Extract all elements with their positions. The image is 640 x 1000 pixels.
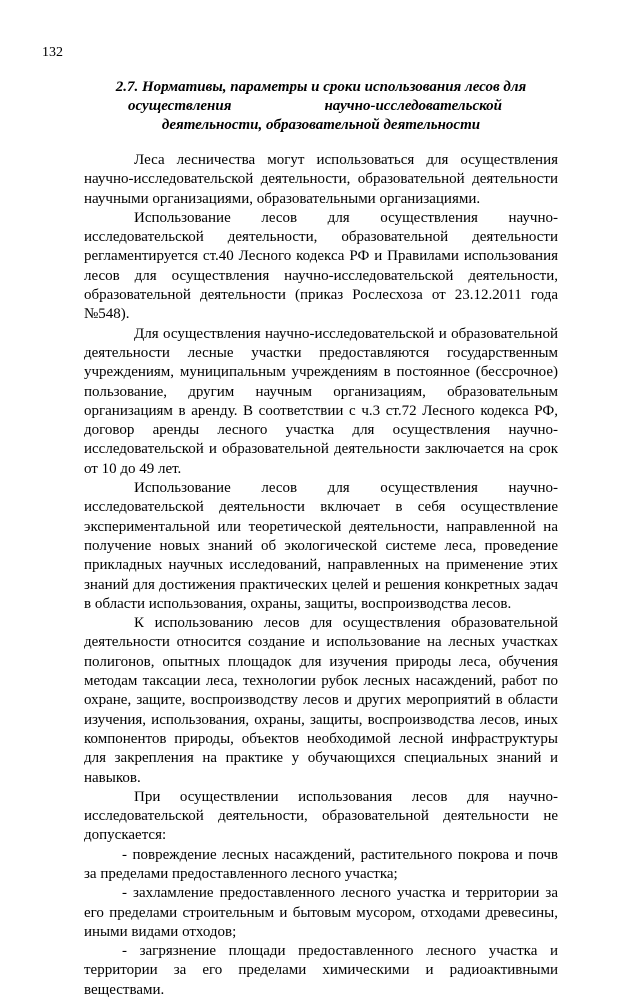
heading-line-3: деятельности, образовательной деятельности — [161, 117, 481, 133]
document-body — [84, 151, 558, 1000]
paragraph: При осуществлении использования лесов для научно-исследовательской деятельности, образовательной деятельности не допускается: — [84, 788, 558, 844]
page-number: 132 — [42, 45, 63, 60]
heading-line-1: 2.7. Нормативы, параметры и сроки использования лесов для — [115, 79, 527, 95]
paragraph: Для осуществления научно-исследовательской и образовательной деятельности лесные участки предоставляются государственным учреждениям, муниципальным учреждениям в постоянное (бессрочное) пользование, другим научным организациям, образовательным организациям в аренду. В соответствии с ч.3 ст.72 Лесного кодекса РФ, договор аренды лесного участка для осуществления научно-исследовательской и образовательной деятельности заключается на срок от 10 до 49 лет. — [84, 325, 558, 477]
list-item: - загрязнение площади предоставленного лесного участка и территории за его пределами химическими и радиоактивными веществами. — [84, 943, 558, 998]
list-item: - захламление предоставленного лесного участка и территории за его пределами строительным и бытовым мусором, отходами древесины, иными видами отходов; — [84, 885, 558, 940]
heading-line-2-left: осуществления — [128, 98, 232, 114]
heading-line-2 — [84, 97, 558, 116]
list-item: - повреждение лесных насаждений, растительного покрова и почв за пределами предоставленного лесного участка; — [84, 846, 558, 882]
paragraph: Использование лесов для осуществления научно-исследовательской деятельности включает в себя осуществление экспериментальной или теоретической деятельности, направленной на получение новых знаний об экологической системе леса, проведение прикладных научных исследований, направленных на применение этих знаний для достижения практических целей и решения конкретных задач в области использования, охраны, защиты, воспроизводства лесов. — [84, 480, 558, 612]
paragraph: Использование лесов для осуществления научно-исследовательской деятельности, образовательной деятельности регламентируется ст.40 Лесного кодекса РФ и Правилами использования лесов для осуществления научно-исследовательской деятельности, образовательной деятельности (приказ Рослесхоза от 23.12.2011 года №548). — [84, 209, 558, 323]
paragraph: К использованию лесов для осуществления образовательной деятельности относится создание и использование на лесных участках полигонов, опытных площадок для изучения природы леса, обучения методам таксации леса, технологии рубок лесных насаждений, работ по охране, защите, воспроизводству лесов и других мероприятий в области изучения, использования, охраны, защиты, воспроизводства лесов, иных компонентов природы, объектов необходимой лесной инфраструктуры для закрепления на практике у обучающихся специальных знаний и навыков. — [84, 615, 558, 786]
heading-line-2-right: научно-исследовательской — [324, 98, 502, 114]
section-heading — [84, 78, 558, 135]
paragraph: Леса лесничества могут использоваться для осуществления научно-исследовательской деятельности, образовательной деятельности научными организациями, образовательными организациями. — [84, 152, 558, 207]
